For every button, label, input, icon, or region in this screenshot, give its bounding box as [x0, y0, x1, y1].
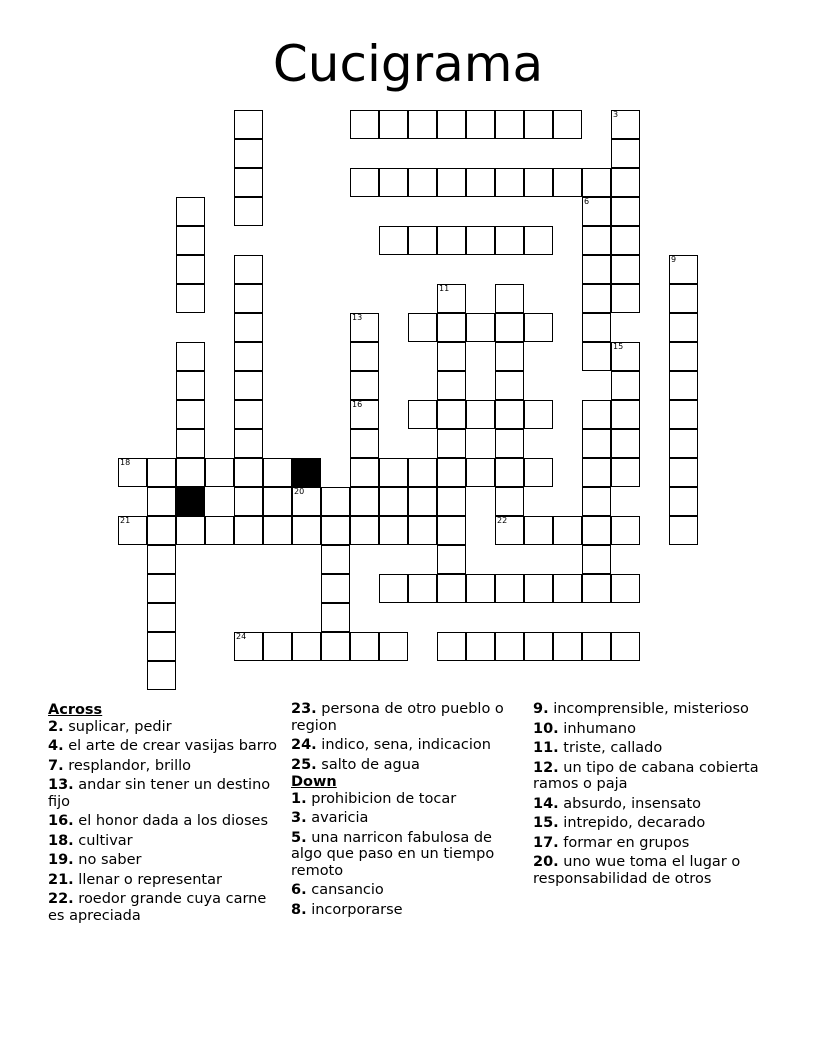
- clue-number: 20: [294, 487, 305, 496]
- grid-cell[interactable]: [582, 226, 611, 255]
- grid-cell[interactable]: [408, 313, 437, 342]
- grid-cell[interactable]: [611, 139, 640, 168]
- clue-item-text: avaricia: [306, 810, 369, 826]
- clues-column-1: [48, 701, 283, 927]
- clue-item: [291, 830, 526, 880]
- clue-item-number: 1.: [291, 790, 307, 807]
- black-cell: [176, 487, 205, 516]
- grid-cell[interactable]: [379, 632, 408, 661]
- grid-cell[interactable]: [495, 313, 524, 342]
- grid-cell[interactable]: [582, 313, 611, 342]
- grid-cell[interactable]: [234, 371, 263, 400]
- clue-item-text: intrepido, decarado: [558, 815, 706, 831]
- grid-cell[interactable]: [147, 487, 176, 516]
- grid-cell[interactable]: [611, 197, 640, 226]
- grid-cell[interactable]: [466, 400, 495, 429]
- clue-item-number: 12.: [533, 759, 559, 776]
- grid-cell[interactable]: [176, 255, 205, 284]
- clue-item: [291, 902, 526, 919]
- clue-item: [533, 835, 768, 852]
- grid-cell[interactable]: [176, 516, 205, 545]
- grid-cell[interactable]: [582, 255, 611, 284]
- grid-cell[interactable]: [524, 632, 553, 661]
- clue-item: [533, 760, 768, 793]
- grid-cell[interactable]: [437, 516, 466, 545]
- page-title: Cucigrama: [272, 35, 544, 93]
- grid-cell[interactable]: [611, 632, 640, 661]
- grid-cell[interactable]: [147, 603, 176, 632]
- clue-item: [48, 891, 283, 924]
- clue-item-text: una narricon fabulosa de algo que paso en un tiempo remoto: [291, 829, 495, 879]
- clue-item-text: el arte de crear vasijas barro: [63, 738, 278, 754]
- grid-cell[interactable]: [669, 400, 698, 429]
- grid-cell[interactable]: [524, 574, 553, 603]
- grid-cell[interactable]: [437, 574, 466, 603]
- grid-cell[interactable]: [466, 110, 495, 139]
- grid-cell[interactable]: [350, 516, 379, 545]
- clue-item-number: 4.: [48, 738, 64, 754]
- grid-cell[interactable]: [437, 284, 466, 313]
- clue-item-number: 17.: [533, 834, 559, 851]
- grid-cell[interactable]: [379, 226, 408, 255]
- grid-cell[interactable]: [495, 400, 524, 429]
- clue-item-text: absurdo, insensato: [558, 795, 702, 812]
- clue-item-number: 3.: [291, 810, 307, 826]
- clue-item-number: 8.: [291, 901, 307, 918]
- grid-cell[interactable]: [147, 632, 176, 661]
- grid-cell[interactable]: [118, 516, 147, 545]
- clue-item-text: prohibicion de tocar: [306, 790, 457, 807]
- clue-item-text: llenar o representar: [73, 871, 222, 888]
- grid-cell[interactable]: [176, 458, 205, 487]
- clue-number: 6: [584, 197, 590, 206]
- grid-cell[interactable]: [553, 632, 582, 661]
- grid-cell[interactable]: [292, 632, 321, 661]
- clue-item-text: incomprensible, misterioso: [548, 701, 749, 717]
- clue-item-text: suplicar, pedir: [63, 718, 172, 735]
- grid-cell[interactable]: [205, 516, 234, 545]
- grid-cell[interactable]: [582, 458, 611, 487]
- grid-cell[interactable]: [611, 110, 640, 139]
- grid-cell[interactable]: [495, 342, 524, 371]
- grid-cell[interactable]: [263, 487, 292, 516]
- grid-cell[interactable]: [176, 400, 205, 429]
- clue-item-number: 9.: [533, 701, 549, 717]
- grid-cell[interactable]: [350, 429, 379, 458]
- grid-cell[interactable]: [437, 400, 466, 429]
- grid-cell[interactable]: [524, 226, 553, 255]
- grid-cell[interactable]: [350, 313, 379, 342]
- grid-cell[interactable]: [234, 139, 263, 168]
- grid-cell[interactable]: [234, 487, 263, 516]
- grid-cell[interactable]: [437, 429, 466, 458]
- grid-cell[interactable]: [176, 342, 205, 371]
- grid-cell[interactable]: [437, 458, 466, 487]
- grid-cell[interactable]: [408, 574, 437, 603]
- clue-item-number: 2.: [48, 718, 64, 735]
- clues-column-2: [291, 701, 526, 921]
- clue-item-number: 6.: [291, 882, 307, 898]
- grid-cell[interactable]: [553, 110, 582, 139]
- grid-cell[interactable]: [379, 574, 408, 603]
- grid-cell[interactable]: [234, 429, 263, 458]
- grid-cell[interactable]: [669, 429, 698, 458]
- grid-cell[interactable]: [582, 545, 611, 574]
- grid-cell[interactable]: [611, 458, 640, 487]
- grid-cell[interactable]: [263, 516, 292, 545]
- clue-number: 9: [671, 255, 677, 264]
- grid-cell[interactable]: [408, 110, 437, 139]
- grid-cell[interactable]: [176, 284, 205, 313]
- clue-item: [291, 757, 526, 774]
- grid-cell[interactable]: [350, 371, 379, 400]
- grid-cell[interactable]: [495, 458, 524, 487]
- across-heading: Across: [48, 702, 103, 718]
- grid-cell[interactable]: [669, 516, 698, 545]
- grid-cell[interactable]: [408, 226, 437, 255]
- clue-item-text: cultivar: [73, 832, 133, 849]
- clue-item-number: 19.: [48, 852, 74, 868]
- grid-cell[interactable]: [582, 197, 611, 226]
- grid-cell[interactable]: [408, 400, 437, 429]
- clue-item-text: uno wue toma el lugar o responsabilidad de otros: [533, 854, 741, 887]
- grid-cell[interactable]: [234, 197, 263, 226]
- grid-cell[interactable]: [263, 632, 292, 661]
- grid-cell[interactable]: [350, 110, 379, 139]
- grid-cell[interactable]: [611, 226, 640, 255]
- grid-cell[interactable]: [466, 168, 495, 197]
- clues-column-3: [533, 701, 768, 890]
- clue-item-text: no saber: [73, 852, 142, 868]
- grid-cell[interactable]: [495, 226, 524, 255]
- clue-number: 22: [497, 516, 508, 525]
- black-cell: [292, 458, 321, 487]
- grid-cell[interactable]: [611, 400, 640, 429]
- grid-cell[interactable]: [582, 632, 611, 661]
- clue-item: [48, 833, 283, 850]
- clue-item-text: persona de otro pueblo o region: [291, 701, 504, 734]
- grid-cell[interactable]: [437, 487, 466, 516]
- clue-number: 15: [613, 342, 624, 351]
- grid-cell[interactable]: [669, 313, 698, 342]
- grid-cell[interactable]: [553, 168, 582, 197]
- grid-cell[interactable]: [118, 458, 147, 487]
- clue-number: 13: [352, 313, 363, 322]
- clue-item-text: indico, sena, indicacion: [316, 737, 491, 753]
- grid-cell[interactable]: [669, 487, 698, 516]
- clue-item-number: 20.: [533, 854, 559, 870]
- clue-item: [533, 721, 768, 738]
- grid-cell[interactable]: [437, 110, 466, 139]
- clue-item-number: 7.: [48, 757, 64, 774]
- grid-cell[interactable]: [437, 632, 466, 661]
- grid-cell[interactable]: [408, 516, 437, 545]
- grid-cell[interactable]: [524, 458, 553, 487]
- grid-cell[interactable]: [466, 458, 495, 487]
- clue-item-number: 15.: [533, 815, 559, 831]
- grid-cell[interactable]: [437, 545, 466, 574]
- grid-cell[interactable]: [408, 458, 437, 487]
- grid-cell[interactable]: [582, 487, 611, 516]
- clue-item: [48, 872, 283, 889]
- grid-cell[interactable]: [582, 574, 611, 603]
- grid-cell[interactable]: [495, 284, 524, 313]
- grid-cell[interactable]: [582, 284, 611, 313]
- clue-item-text: cansancio: [306, 882, 384, 898]
- clue-item: [533, 796, 768, 813]
- grid-cell[interactable]: [408, 487, 437, 516]
- clue-item-number: 10.: [533, 720, 559, 737]
- grid-cell[interactable]: [321, 632, 350, 661]
- clue-item: [291, 737, 526, 754]
- grid-cell[interactable]: [350, 168, 379, 197]
- clue-item: [291, 810, 526, 827]
- grid-cell[interactable]: [234, 342, 263, 371]
- clue-item-number: 18.: [48, 832, 74, 849]
- clue-number: 16: [352, 400, 363, 409]
- grid-cell[interactable]: [234, 284, 263, 313]
- clue-item-text: andar sin tener un destino fijo: [48, 777, 271, 810]
- grid-cell[interactable]: [466, 313, 495, 342]
- grid-cell[interactable]: [408, 168, 437, 197]
- grid-cell[interactable]: [495, 110, 524, 139]
- grid-cell[interactable]: [234, 458, 263, 487]
- grid-cell[interactable]: [147, 545, 176, 574]
- grid-cell[interactable]: [524, 110, 553, 139]
- grid-cell[interactable]: [669, 371, 698, 400]
- clue-item-text: triste, callado: [558, 740, 663, 756]
- grid-cell[interactable]: [611, 574, 640, 603]
- grid-cell[interactable]: [437, 168, 466, 197]
- grid-cell[interactable]: [669, 342, 698, 371]
- grid-cell[interactable]: [321, 574, 350, 603]
- clue-item-text: salto de agua: [316, 756, 420, 773]
- grid-cell[interactable]: [234, 313, 263, 342]
- grid-cell[interactable]: [466, 574, 495, 603]
- grid-cell[interactable]: [263, 458, 292, 487]
- grid-cell[interactable]: [321, 545, 350, 574]
- grid-cell[interactable]: [669, 458, 698, 487]
- grid-cell[interactable]: [524, 168, 553, 197]
- clue-item-text: el honor dada a los dioses: [73, 813, 269, 829]
- grid-cell[interactable]: [495, 516, 524, 545]
- grid-cell[interactable]: [582, 342, 611, 371]
- clue-item: [533, 815, 768, 832]
- grid-cell[interactable]: [379, 458, 408, 487]
- grid-cell[interactable]: [350, 342, 379, 371]
- clue-item: [48, 852, 283, 869]
- grid-cell[interactable]: [147, 574, 176, 603]
- clue-item: [48, 758, 283, 775]
- clue-number: 11: [439, 284, 450, 293]
- clue-number: 18: [120, 458, 131, 467]
- grid-cell[interactable]: [495, 574, 524, 603]
- grid-cell[interactable]: [234, 516, 263, 545]
- grid-cell[interactable]: [379, 168, 408, 197]
- clue-item-text: incorporarse: [306, 901, 403, 918]
- grid-cell[interactable]: [147, 661, 176, 690]
- clue-item: [533, 740, 768, 757]
- clue-item-number: 5.: [291, 829, 307, 846]
- clue-item-number: 21.: [48, 871, 74, 888]
- grid-cell[interactable]: [350, 632, 379, 661]
- grid-cell[interactable]: [379, 487, 408, 516]
- grid-cell[interactable]: [176, 197, 205, 226]
- grid-cell[interactable]: [611, 371, 640, 400]
- clue-item: [48, 813, 283, 830]
- clue-item-number: 14.: [533, 795, 559, 812]
- clue-item-number: 22.: [48, 891, 74, 907]
- clue-item-number: 11.: [533, 740, 559, 756]
- grid-cell[interactable]: [234, 255, 263, 284]
- grid-cell[interactable]: [553, 574, 582, 603]
- clue-item: [291, 791, 526, 808]
- grid-cell[interactable]: [437, 342, 466, 371]
- clue-item: [291, 701, 526, 734]
- grid-cell[interactable]: [147, 516, 176, 545]
- clue-number: 3: [613, 110, 619, 119]
- grid-cell[interactable]: [611, 342, 640, 371]
- grid-cell[interactable]: [234, 400, 263, 429]
- clue-item: [48, 719, 283, 736]
- grid-cell[interactable]: [292, 487, 321, 516]
- grid-cell[interactable]: [611, 284, 640, 313]
- grid-cell[interactable]: [495, 168, 524, 197]
- clue-item-text: roedor grande cuya carne es apreciada: [48, 891, 267, 924]
- grid-cell[interactable]: [379, 516, 408, 545]
- grid-cell[interactable]: [582, 516, 611, 545]
- clue-number: 24: [236, 632, 247, 641]
- grid-cell[interactable]: [524, 516, 553, 545]
- grid-cell[interactable]: [611, 516, 640, 545]
- grid-cell[interactable]: [350, 487, 379, 516]
- grid-cell[interactable]: [524, 400, 553, 429]
- grid-cell[interactable]: [176, 429, 205, 458]
- clue-item-text: formar en grupos: [558, 834, 690, 851]
- grid-cell[interactable]: [582, 400, 611, 429]
- grid-cell[interactable]: [234, 632, 263, 661]
- clue-item: [291, 882, 526, 899]
- grid-cell[interactable]: [147, 458, 176, 487]
- grid-cell[interactable]: [495, 371, 524, 400]
- clue-item-text: un tipo de cabana cobierta ramos o paja: [533, 759, 759, 792]
- grid-cell[interactable]: [321, 516, 350, 545]
- grid-cell[interactable]: [524, 313, 553, 342]
- grid-cell[interactable]: [437, 226, 466, 255]
- grid-cell[interactable]: [466, 632, 495, 661]
- grid-cell[interactable]: [495, 429, 524, 458]
- grid-cell[interactable]: [292, 516, 321, 545]
- grid-cell[interactable]: [321, 487, 350, 516]
- clue-item-text: resplandor, brillo: [63, 757, 192, 774]
- clue-item: [48, 777, 283, 810]
- clue-item-number: 25.: [291, 756, 317, 773]
- clue-number: 21: [120, 516, 131, 525]
- grid-cell[interactable]: [437, 313, 466, 342]
- grid-cell[interactable]: [350, 458, 379, 487]
- grid-cell[interactable]: [553, 516, 582, 545]
- grid-cell[interactable]: [205, 458, 234, 487]
- grid-cell[interactable]: [611, 168, 640, 197]
- grid-cell[interactable]: [582, 429, 611, 458]
- clue-item-number: 24.: [291, 737, 317, 753]
- grid-cell[interactable]: [321, 603, 350, 632]
- clue-item: [533, 701, 768, 718]
- clue-item-number: 16.: [48, 813, 74, 829]
- grid-cell[interactable]: [582, 168, 611, 197]
- grid-cell[interactable]: [379, 110, 408, 139]
- clue-item-text: inhumano: [558, 720, 636, 737]
- grid-cell[interactable]: [495, 487, 524, 516]
- grid-cell[interactable]: [466, 226, 495, 255]
- grid-cell[interactable]: [669, 284, 698, 313]
- clue-item-number: 23.: [291, 701, 317, 717]
- grid-cell[interactable]: [437, 371, 466, 400]
- grid-cell[interactable]: [611, 429, 640, 458]
- grid-cell[interactable]: [495, 632, 524, 661]
- grid-cell[interactable]: [350, 400, 379, 429]
- grid-cell[interactable]: [176, 371, 205, 400]
- clue-item: [533, 854, 768, 887]
- grid-cell[interactable]: [176, 226, 205, 255]
- grid-cell[interactable]: [234, 168, 263, 197]
- clue-item-number: 13.: [48, 777, 74, 793]
- clue-item: [48, 738, 283, 755]
- grid-cell[interactable]: [234, 110, 263, 139]
- grid-cell[interactable]: [611, 255, 640, 284]
- down-heading: Down: [291, 774, 337, 790]
- grid-cell[interactable]: [669, 255, 698, 284]
